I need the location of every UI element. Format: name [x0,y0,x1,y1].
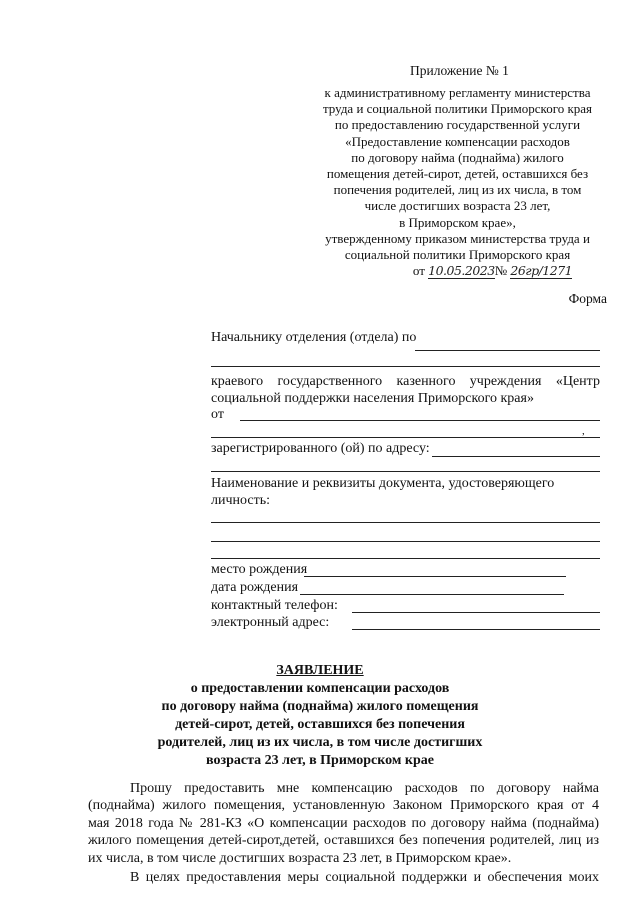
appendix-line: в Приморском крае», [399,214,516,230]
appendix-line: по договору найма (поднайма) жилого [351,149,564,165]
paragraph-line: Прошу предоставить мне компенсацию расходов по договору найма [130,781,599,796]
handwritten-number: 26гр/1271 [510,263,573,279]
birthdate-label: дата рождения [211,580,299,595]
registered-label: зарегистрированного (ой) по адресу: [211,441,430,456]
address-blank[interactable] [432,456,600,457]
appendix-line: «Предоставление компенсации расходов [345,133,570,149]
appendix-line: социальной политики Приморского края [344,247,571,263]
appendix-line: труда и социальной политики Приморского края [322,101,593,117]
application-title: ЗАЯВЛЕНИЕ [276,663,364,678]
request-paragraph [88,780,599,867]
form-label: Форма [568,291,607,306]
heading-line: о предоставлении компенсации расходов [190,681,450,696]
paragraph-line: (поднайма) жилого помещения, установленную Законом Приморского края от 4 [88,798,599,814]
birthplace-label: место рождения [211,562,308,577]
appendix-line: по предоставлению государственной услуги [334,117,581,133]
heading-line: по договору найма (поднайма) жилого помещения [161,699,479,714]
appendix-reference-block [300,85,615,279]
number-prefix: № [494,263,508,279]
id-document-blank-1[interactable] [211,522,600,523]
institution-word: казенного [396,374,456,389]
birthplace-blank[interactable] [304,576,566,577]
appendix-title: Приложение № 1 [410,63,509,78]
address-blank-2[interactable] [211,471,600,472]
id-document-blank-2[interactable] [211,541,600,542]
paragraph-line: их числа, в том числе достигших возраста 23 лет, в Приморском крае». [88,850,512,866]
appendix-line: к административному регламенту министерства [324,85,591,100]
appendix-line: помещения детей-сирот, детей, оставшихся без [326,166,589,182]
handwritten-date: 10.05.2023 [428,263,495,279]
id-document-label: Наименование и реквизиты документа, удостоверяющего [211,476,555,491]
paragraph-line: мая 2018 года № 281-КЗ «О компенсации расходов по договору найма (поднайма) [88,815,599,831]
institution-line-1 [211,374,600,390]
applicant-name-blank-2[interactable] [211,437,600,438]
order-date-number [300,263,615,279]
heading-line: детей-сирот, детей, оставшихся без попечения [175,717,465,732]
paragraph-line: жилого помещения детей-сирот,детей, оставшихся без попечения родителей, лиц из [88,833,599,849]
applicant-name-blank[interactable] [240,420,600,421]
appendix-line: утвержденному приказом министерства труда и [325,230,590,246]
heading-line: родителей, лиц из их числа, в том числе достигших [157,735,483,750]
second-paragraph [130,869,599,886]
institution-word: учреждения [469,374,542,389]
application-heading [0,662,640,770]
paragraph-line: В целях предоставления меры социальной поддержки и обеспечения моих [130,870,599,885]
id-document-blank-3[interactable] [211,558,600,559]
phone-label: контактный телефон: [211,598,338,613]
department-blank[interactable] [415,350,600,351]
id-document-label-2: личность: [211,493,270,508]
date-prefix: от [412,263,425,279]
institution-line-2: социальной поддержки населения Приморского края» [211,391,534,406]
institution-word: государственного [277,374,383,389]
heading-line: возраста 23 лет, в Приморском крае [206,753,434,768]
birthdate-blank[interactable] [300,594,564,595]
department-blank-2[interactable] [211,366,600,367]
from-label: от [211,407,224,422]
appendix-line: числе достигших возраста 23 лет, [364,198,551,214]
institution-word: краевого [211,374,264,389]
appendix-line: попечения родителей, лиц из их числа, в том [333,182,582,198]
institution-word: «Центр [555,374,600,389]
email-label: электронный адрес: [211,615,330,630]
phone-blank[interactable] [352,612,600,613]
addressee-line: Начальнику отделения (отдела) по [211,330,417,345]
email-blank[interactable] [352,629,600,630]
